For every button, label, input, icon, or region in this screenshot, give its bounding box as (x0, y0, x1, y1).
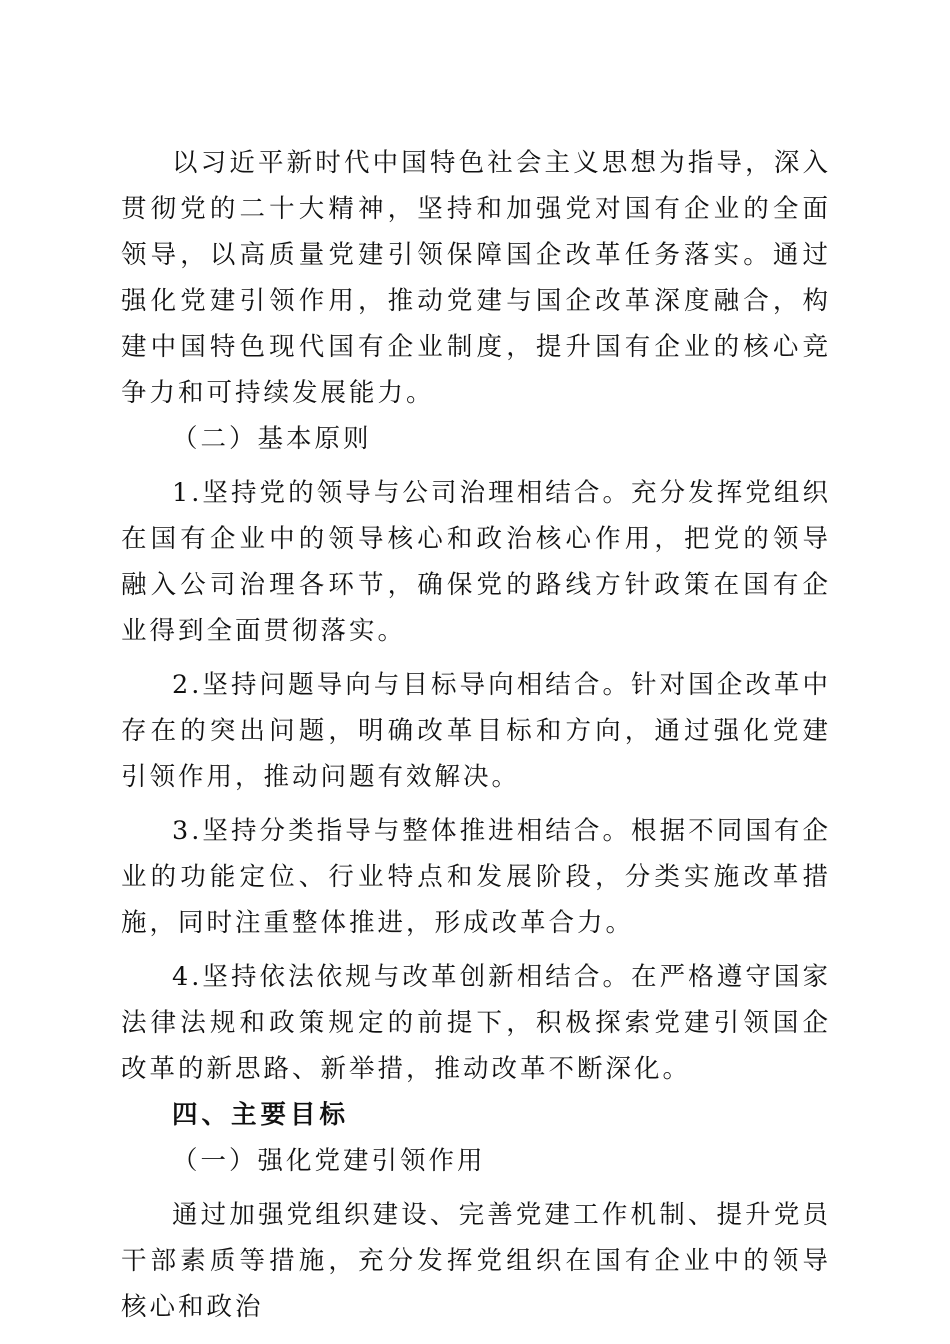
principle-item-4: 4.坚持依法依规与改革创新相结合。在严格遵守国家法律法规和政策规定的前提下，积极探索党建引领国企改革的新思路、新举措，推动改革不断深化。 (121, 962, 831, 1084)
guiding-ideology-paragraph: 以习近平新时代中国特色社会主义思想为指导，深入贯彻党的二十大精神，坚持和加强党对国有企业的全面领导，以高质量党建引领保障国企改革任务落实。通过强化党建引领作用，推动党建与国企改革深度融合，构建中国特色现代国有企业制度，提升国有企业的核心竞争力和可持续发展能力。 (121, 148, 831, 408)
strengthen-party-leadership-subheading: （一）强化党建引领作用 (172, 1146, 486, 1176)
spacer (121, 1184, 831, 1192)
principle-item-3: 3.坚持分类指导与整体推进相结合。根据不同国有企业的功能定位、行业特点和发展阶段，分类实施改革措施，同时注重整体推进，形成改革合力。 (121, 816, 831, 938)
spacer (121, 462, 831, 470)
basic-principles-heading: （二）基本原则 (172, 424, 372, 454)
spacer (121, 654, 831, 662)
principle-item-1: 1.坚持党的领导与公司治理相结合。充分发挥党组织在国有企业中的领导核心和政治核心作用，把党的领导融入公司治理各环节，确保党的路线方针政策在国有企业得到全面贯彻落实。 (121, 478, 831, 646)
spacer (121, 946, 831, 954)
principle-item-2: 2.坚持问题导向与目标导向相结合。针对国企改革中存在的突出问题，明确改革目标和方向，通过强化党建引领作用，推动问题有效解决。 (121, 670, 831, 792)
document-body (121, 140, 831, 1330)
main-goals-paragraph: 通过加强党组织建设、完善党建工作机制、提升党员干部素质等措施，充分发挥党组织在国有企业中的领导核心和政治 (121, 1200, 831, 1322)
main-goals-heading: 四、主要目标 (172, 1100, 350, 1130)
spacer (121, 800, 831, 808)
